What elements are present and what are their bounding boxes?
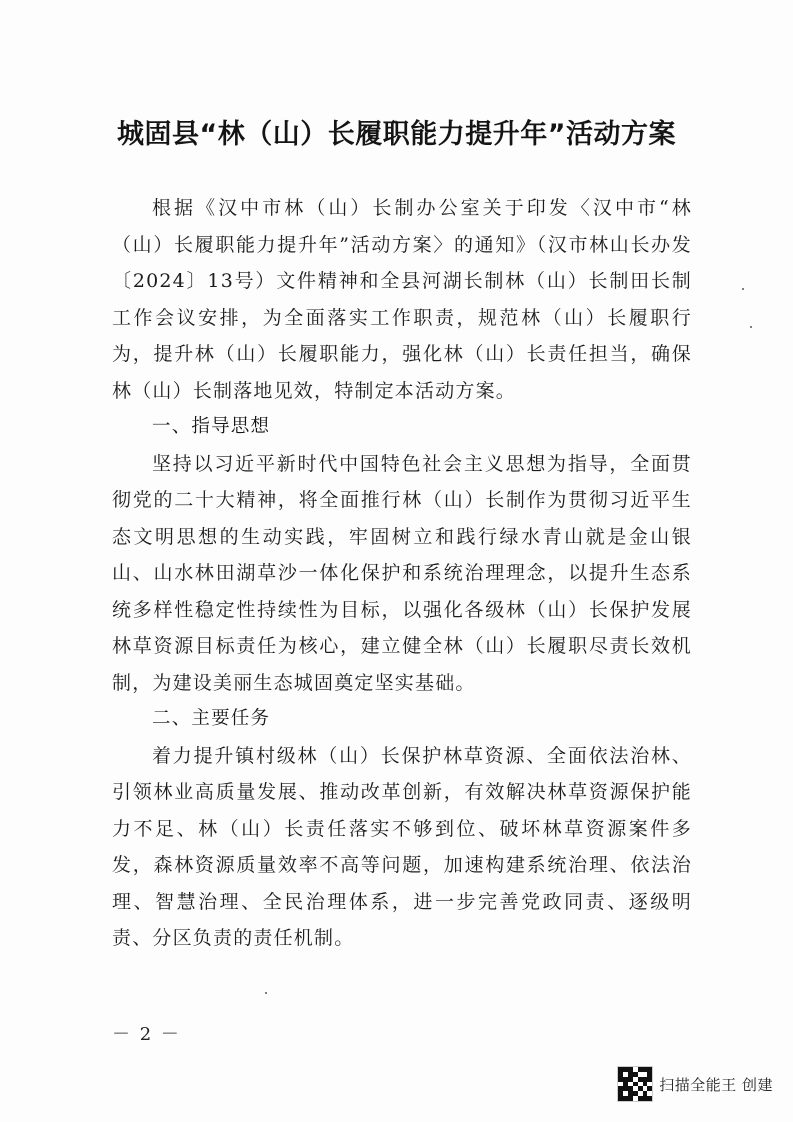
section1-heading: 一、指导思想 [152, 416, 271, 437]
document-body [112, 190, 692, 957]
scanner-watermark-text: 扫描全能王 创建 [659, 1075, 773, 1094]
scanner-watermark [617, 1066, 773, 1102]
scan-speck [750, 326, 752, 328]
scan-speck [265, 992, 267, 994]
page-number: － 2 － [112, 1024, 181, 1045]
intro-paragraph: 根据《汉中市林（山）长制办公室关于印发〈汉中市“林（山）长履职能力提升年”活动方案〉的通知》（汉市林山长办发〔2024〕13号）文件精神和全县河湖长制林（山）长制田长制工作会议安排，为全面落实工作职责，规范林（山）长履职行为，提升林（山）长履职能力，强化林（山）长责任担当，确保林（山）长制落地见效，特制定本活动方案。 [112, 197, 692, 402]
section1-paragraph: 坚持以习近平新时代中国特色社会主义思想为指导，全面贯彻党的二十大精神，将全面推行林（山）长制作为贯彻习近平生态文明思想的生动实践，牢固树立和践行绿水青山就是金山银山、山水林田湖草沙一体化保护和系统治理理念，以提升生态系统多样性稳定性持续性为目标，以强化各级林（山）长保护发展林草资源目标责任为核心，建立健全林（山）长履职尽责长效机制，为建设美丽生态城固奠定坚实基础。 [112, 452, 692, 694]
scan-speck [742, 288, 744, 290]
document-title: 城固县“林（山）长履职能力提升年”活动方案 [117, 119, 676, 150]
section2-heading: 二、主要任务 [152, 708, 271, 729]
section2-paragraph: 着力提升镇村级林（山）长保护林草资源、全面依法治林、引领林业高质量发展、推动改革创新，有效解决林草资源保护能力不足、林（山）长责任落实不够到位、破坏林草资源案件多发，森林资源质量效率不高等问题，加速构建系统治理、依法治理、智慧治理、全民治理体系，进一步完善党政同责、逐级明责、分区负责的责任机制。 [112, 744, 692, 949]
qr-code-icon [617, 1066, 653, 1102]
